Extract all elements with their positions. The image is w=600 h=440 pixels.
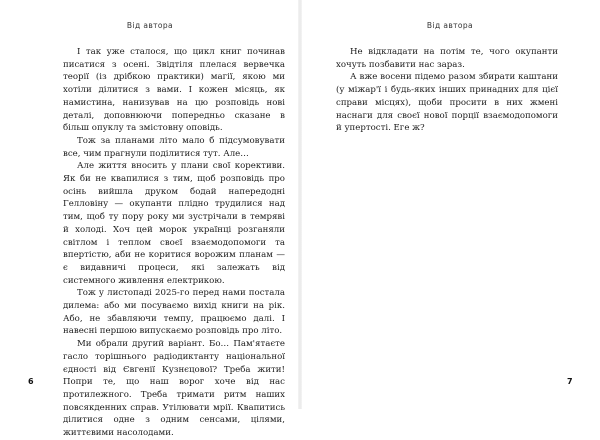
paragraph: Але життя вносить у плани свої корективи. Як би не квапилися з тим, щоб розповідь про осінь вийшла друком бодай напередодні Гелловіну — окупанти плідно трудилися над тим, щоб ту пору року ми зустрічали в темряві й холоді. Хоч цей морок українці розганяли світлом і теплом своєї взаємодопомоги та впертістю, аби не коритися ворожим планам — є видавничі процеси, які залежать від системного живлення електрикою.	[63, 161, 285, 286]
paragraph: Тож у листопаді 2025-го перед нами постала дилема: або ми посуваємо вихід книги на рік. Або, не збавляючи темпу, працюємо далі. І навесні першою випускаємо розповідь про літо.	[63, 288, 285, 337]
paragraph: І так уже сталося, що цикл книг починав писатися з осені. Звідтіля плелася вервечка теорії (із дрібкою практики) магії, якою ми хотіли ділитися з вами. І кожен місяць, як намистина, нанизував на цю розповідь нові деталі, доповнюючи попередньо сказане в більш опуклу та змістовну оповідь.	[63, 47, 285, 134]
left-page-body	[63, 46, 285, 440]
right-page	[300, 0, 600, 409]
running-head-left: Від автора	[126, 21, 174, 30]
paragraph: А вже восени підемо разом збирати каштани (у міжар'ї і будь-яких інших принадних для цієї справи місцях), щоби просити в них жмені наснаги для своєї нової порції взаємодопомоги й упертості. Еге ж?	[336, 72, 558, 134]
paragraph: Не відкладати на потім те, чого окупанти хочуть позбавити нас зараз.	[336, 47, 558, 70]
left-page	[0, 0, 300, 439]
running-head-right: Від автора	[426, 21, 474, 30]
page-number-right: 7	[567, 377, 573, 386]
paragraph: Тож за планами літо мало б підсумовувати все, чим прагнули поділитися тут. Але…	[63, 135, 285, 159]
right-page-body	[336, 46, 558, 135]
page-number-left: 6	[28, 377, 34, 386]
paragraph: Ми обрали другий варіант. Бо… Пам'ятаєте гасло торішнього радіодиктанту національної єдності від Євгенії Кузнєцової? Треба жити! Попри те, що наш ворог хоче від нас протилежного. Треба тримати ритм наших повсякденних справ. Утілювати мрії. Квапитись ділитися одне з одним сенсами, цілями, життєвими насолодами.	[63, 339, 285, 439]
